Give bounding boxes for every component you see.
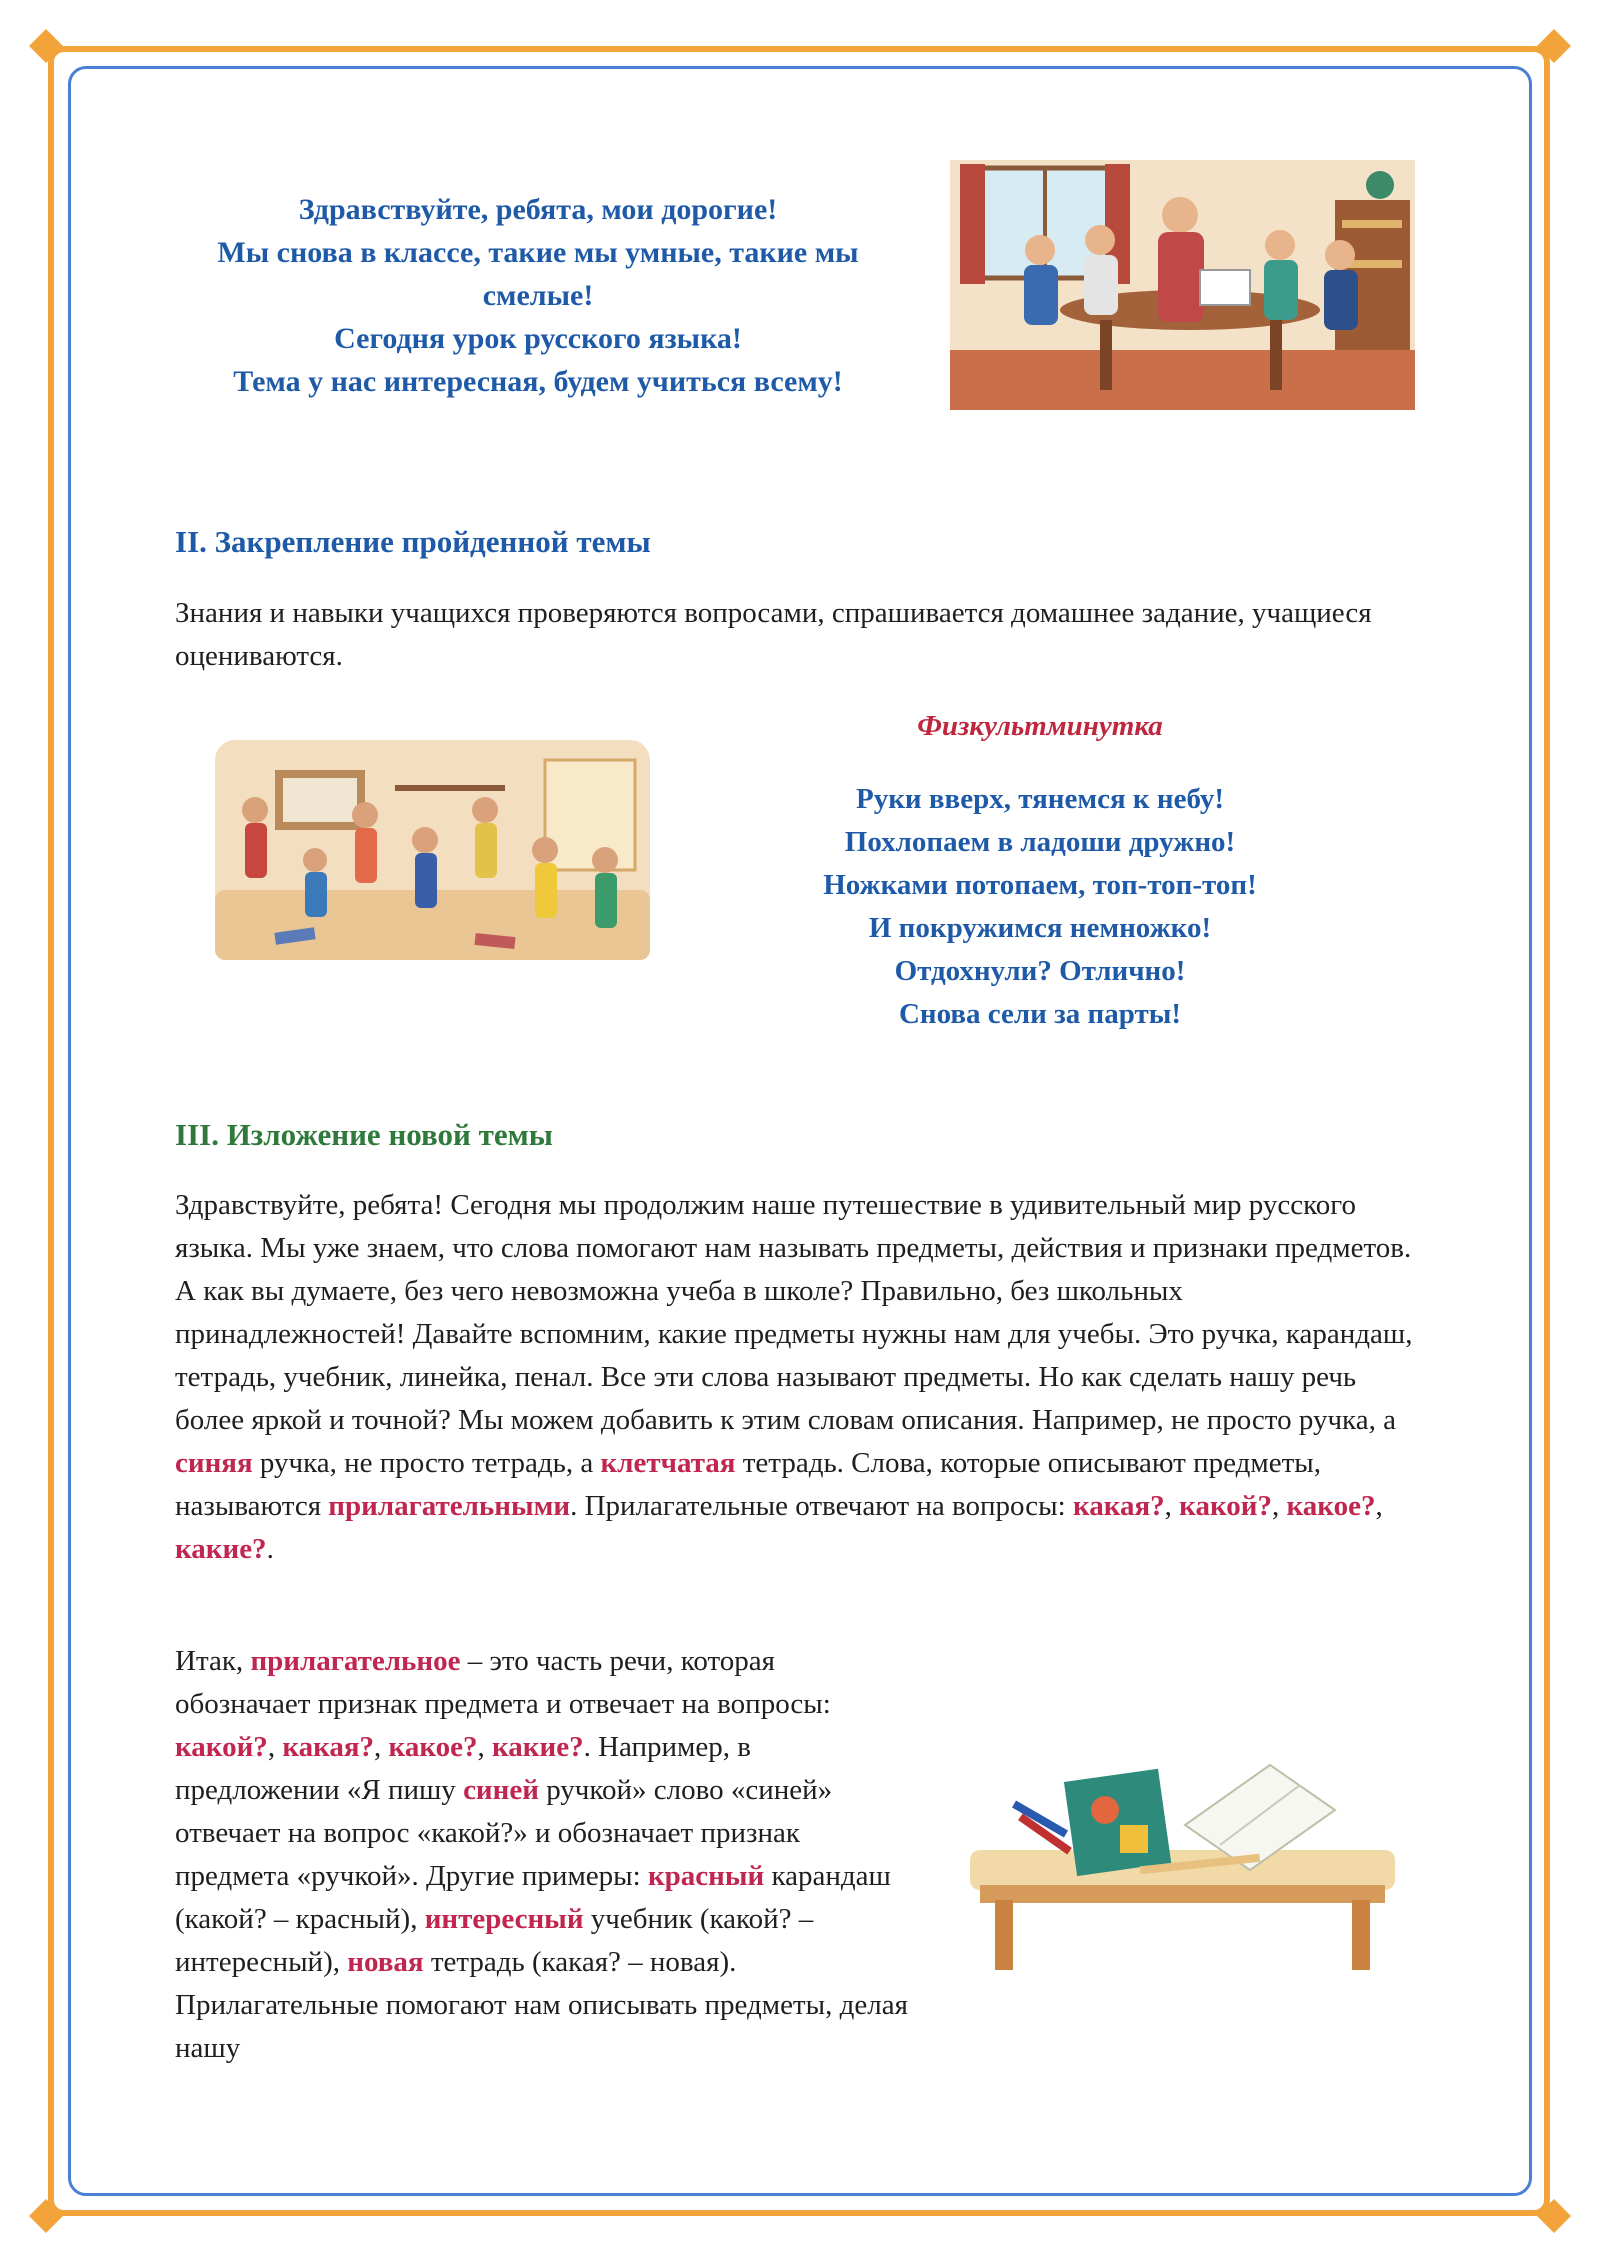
- text: ,: [1271, 1490, 1287, 1522]
- text: ручка, не просто тетрадь, а: [252, 1447, 601, 1479]
- fizminutka-poem: [760, 778, 1320, 1036]
- text: Итак,: [175, 1645, 251, 1677]
- highlight-word: интересный: [424, 1903, 584, 1935]
- greeting-block: [168, 188, 908, 403]
- highlight-word: какая?: [282, 1731, 375, 1763]
- poem-line: Ножками потопаем, топ-топ-топ!: [823, 869, 1257, 901]
- highlight-word: какой?: [175, 1731, 268, 1763]
- poem-line: Отдохнули? Отлично!: [894, 955, 1186, 987]
- highlight-word: какое?: [1286, 1490, 1376, 1522]
- text: . Прилагательные отвечают на вопросы:: [570, 1490, 1073, 1522]
- highlight-word: красный: [647, 1860, 765, 1892]
- text: Здравствуйте, ребята! Сегодня мы продолжим наше путешествие в удивительный мир русского языка. Мы уже знаем, что слова помогают нам называть предметы, действия и признаки предметов. А как вы думаете, без чего невозможна учеба в школе? Правильно, без школьных принадлежностей! Давайте вспомним, какие предметы нужны нам для учебы. Это ручка, карандаш, тетрадь, учебник, линейка, пенал. Все эти слова называют предметы. Но как сделать нашу речь более яркой и точной? Мы можем добавить к этим словам описания. Например, не просто ручка, а: [175, 1189, 1413, 1436]
- highlight-word: новая: [347, 1946, 424, 1978]
- text: ,: [1164, 1490, 1180, 1522]
- fizminutka-title: Физкультминутка: [917, 710, 1163, 742]
- text: ,: [477, 1731, 493, 1763]
- section-3-heading: III. Изложение новой темы: [175, 1117, 553, 1152]
- highlight-word: прилагательными: [328, 1490, 571, 1522]
- greeting-line: Мы снова в классе, такие мы умные, такие мы смелые!: [217, 236, 859, 312]
- highlight-word: синяя: [175, 1447, 253, 1479]
- greeting-line: Здравствуйте, ребята, мои дорогие!: [298, 193, 778, 226]
- section-2-heading: II. Закрепление пройденной темы: [175, 524, 651, 559]
- greeting-line: Сегодня урок русского языка!: [334, 322, 742, 355]
- text: учебник (какой? – интересный),: [175, 1903, 814, 1978]
- section-2-text: [175, 592, 1405, 678]
- text: . Например, в предложении «Я пишу: [175, 1731, 751, 1806]
- desk-illustration: [970, 1755, 1395, 1970]
- text: ,: [267, 1731, 283, 1763]
- text: ,: [374, 1731, 389, 1763]
- section-3-paragraph-2: [175, 1640, 915, 2070]
- highlight-word: синей: [463, 1774, 539, 1806]
- highlight-word: какое?: [388, 1731, 478, 1763]
- text: .: [266, 1533, 274, 1565]
- section-2-paragraph: Знания и навыки учащихся проверяются вопросами, спрашивается домашнее задание, учащиеся оцениваются.: [175, 597, 1372, 672]
- highlight-word: какие?: [175, 1533, 267, 1565]
- highlight-word: какие?: [492, 1731, 584, 1763]
- poem-line: Снова сели за парты!: [898, 998, 1182, 1030]
- highlight-word: прилагательное: [250, 1645, 461, 1677]
- exercise-illustration: [215, 740, 650, 960]
- highlight-word: какой?: [1179, 1490, 1272, 1522]
- paragraph-2-text: [175, 1640, 915, 2070]
- text: ручкой» слово «синей» отвечает на вопрос «какой?» и обозначает признак предмета «ручкой». Другие примеры:: [175, 1774, 833, 1892]
- text: тетрадь (какая? – новая). Прилагательные помогают нам описывать предметы, делая нашу: [175, 1946, 908, 2064]
- paragraph-1-text: [175, 1184, 1415, 1571]
- poem-line: Руки вверх, тянемся к небу!: [856, 783, 1224, 815]
- text: карандаш (какой? – красный),: [175, 1860, 891, 1935]
- section-3-paragraph-1: [175, 1184, 1415, 1571]
- text: тетрадь. Слова, которые описывают предметы, называются: [175, 1447, 1321, 1522]
- poem-line: И покружимся немножко!: [868, 912, 1212, 944]
- text: – это часть речи, которая обозначает признак предмета и отвечает на вопросы:: [175, 1645, 831, 1720]
- highlight-word: клетчатая: [600, 1447, 736, 1479]
- highlight-word: какая?: [1072, 1490, 1165, 1522]
- greeting-line: Тема у нас интересная, будем учиться всему!: [233, 365, 843, 398]
- poem-line: Похлопаем в ладоши дружно!: [844, 826, 1236, 858]
- text: ,: [1375, 1490, 1383, 1522]
- classroom-illustration: [950, 160, 1415, 410]
